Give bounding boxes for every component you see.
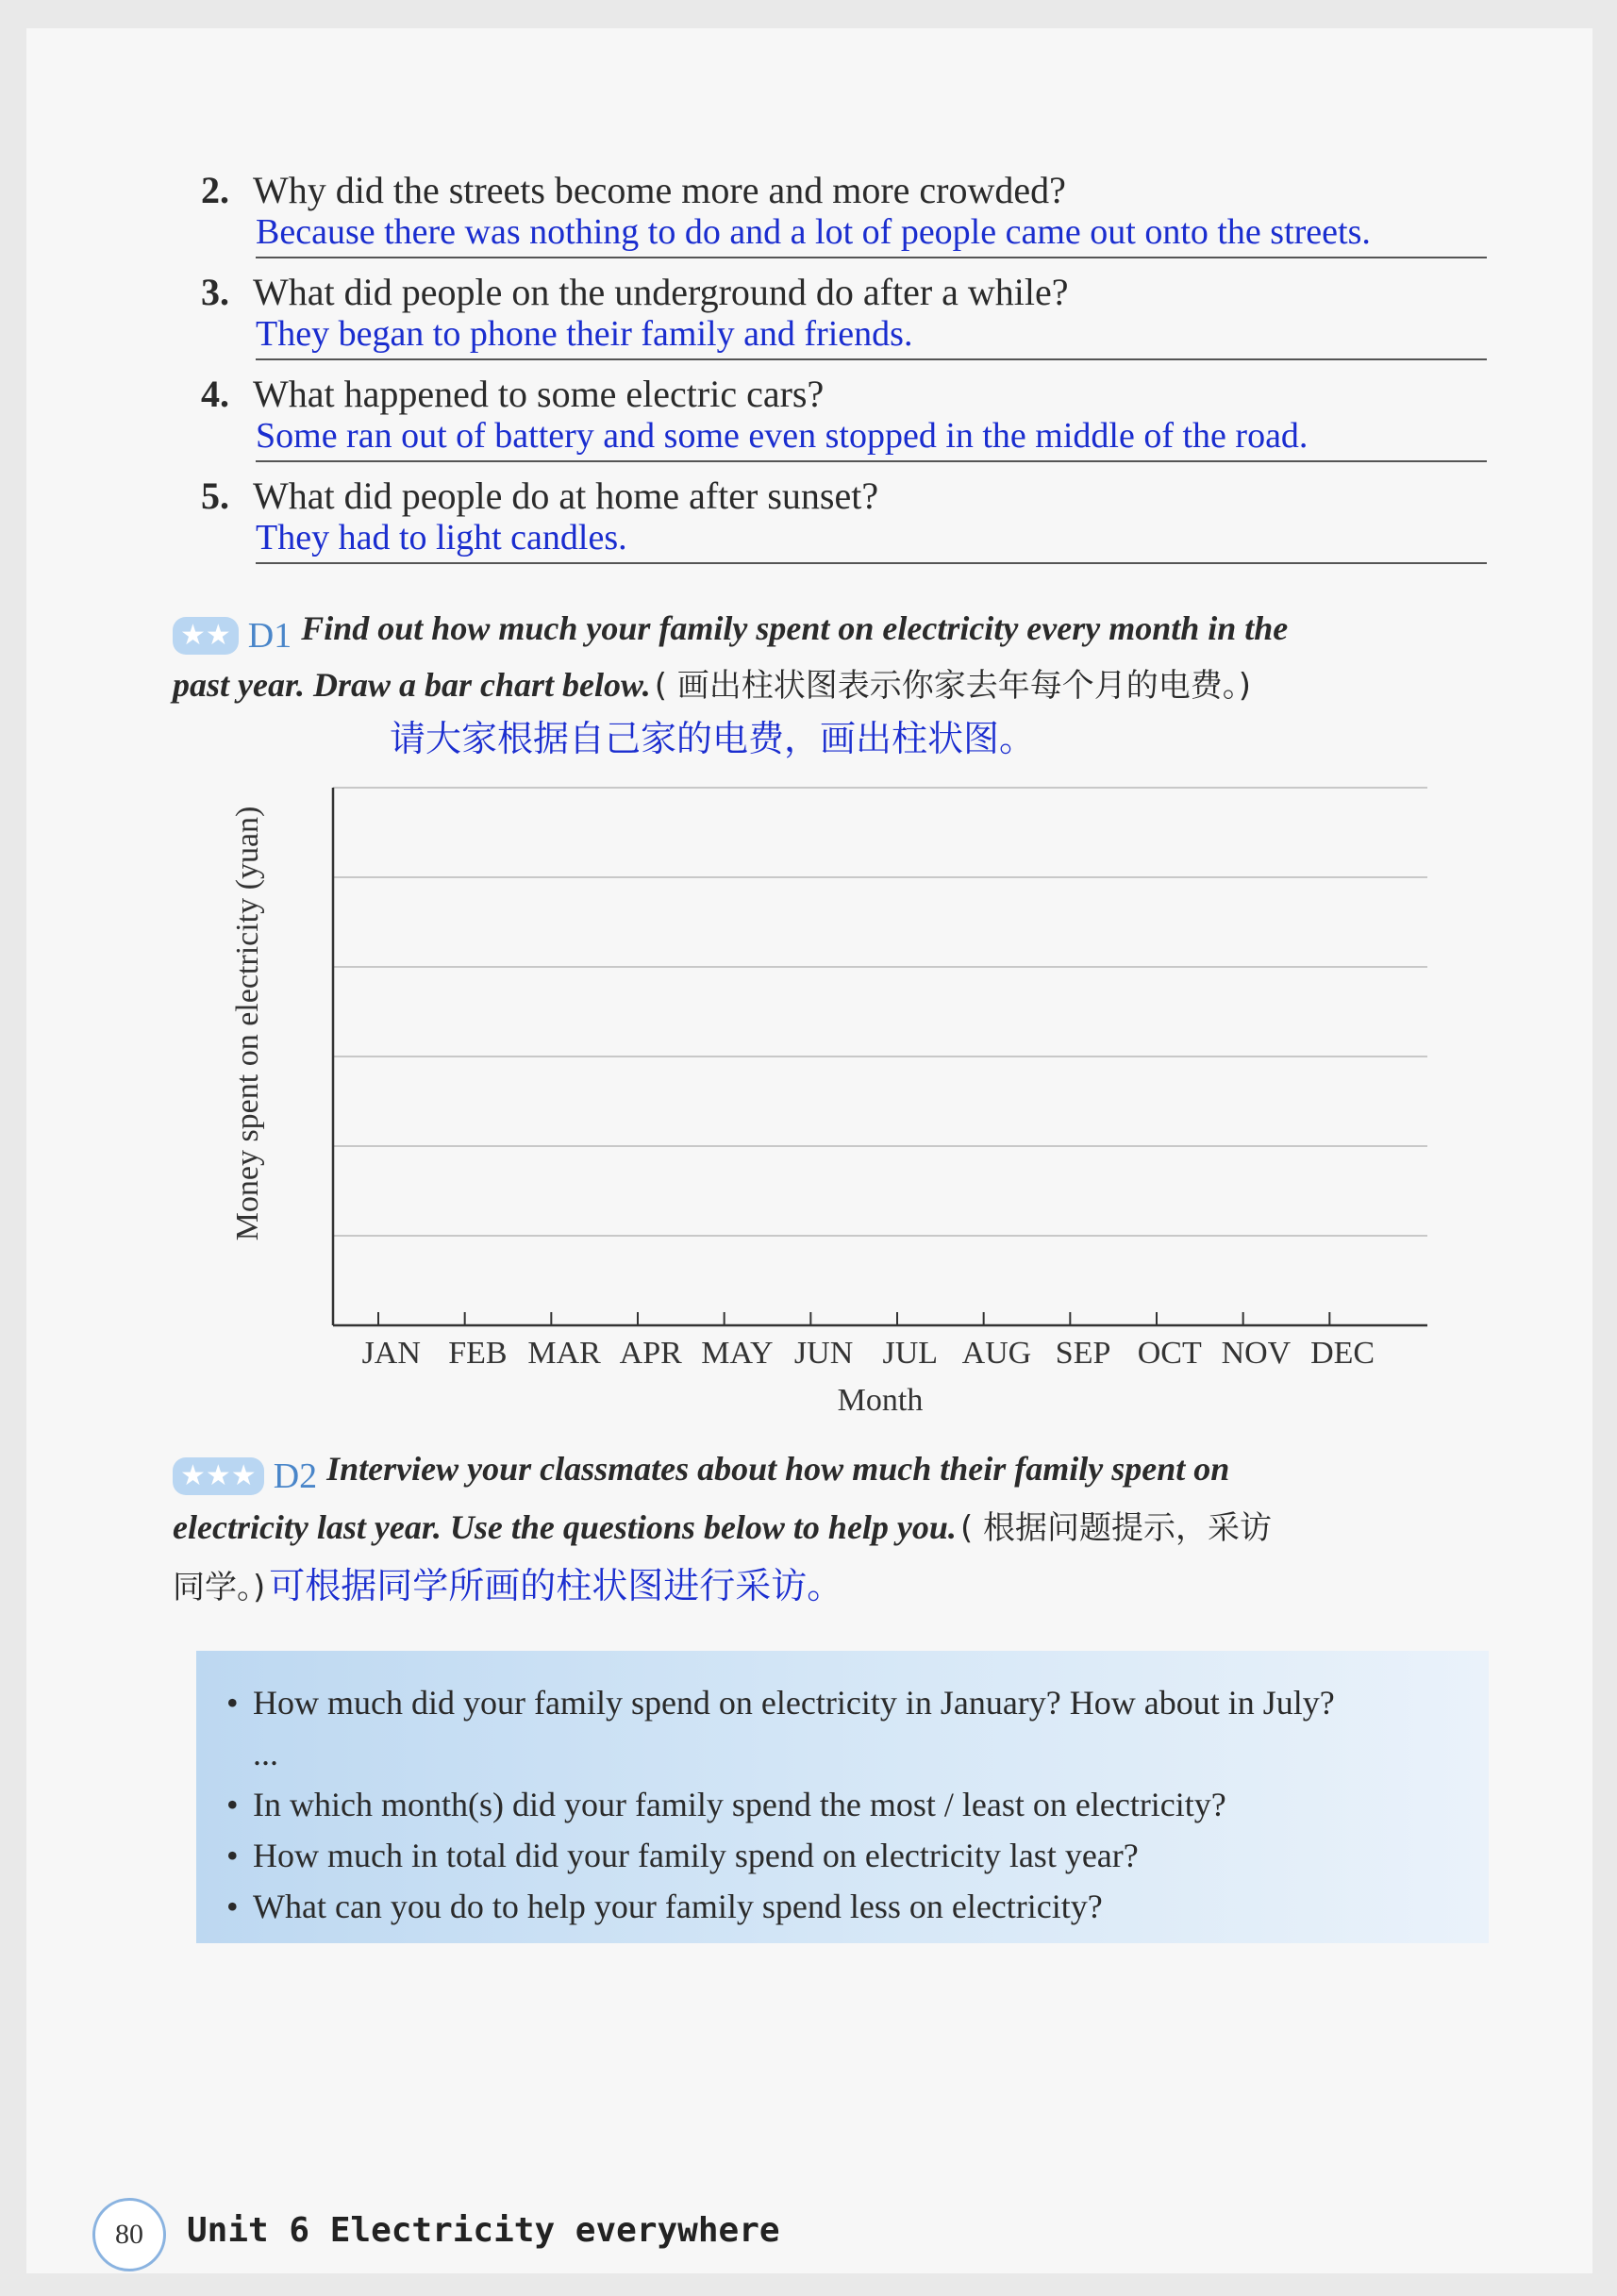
unit-title: Unit 6 Electricity everywhere [187, 2211, 780, 2250]
answer-line: Because there was nothing to do and a lot of people came out onto the streets. [256, 211, 1487, 258]
page-number: 80 [92, 2198, 166, 2271]
question-number: 2. [201, 169, 229, 211]
tip-item: • How much in total did your family spend on electricity last year? [253, 1830, 1489, 1881]
y-axis-label: Money spent on electricity (yuan) [230, 806, 265, 1241]
question-text: What did people on the underground do after a while? [253, 271, 1069, 313]
question-number: 4. [201, 373, 229, 415]
instruction-line2: electricity last year. Use the questions below to help you. [173, 1508, 957, 1547]
d2-answer-chinese: 可根据同学所画的柱状图进行采访。 [269, 1565, 843, 1607]
question-4 [201, 374, 1493, 462]
instruction-line2: past year. Draw a bar chart below. [173, 666, 651, 705]
answer-line: They began to phone their family and friends. [256, 313, 1487, 360]
x-tick-label: OCT [1137, 1336, 1202, 1371]
tip-item: • In which month(s) did your family spend the most / least on electricity? [253, 1779, 1489, 1830]
question-text: What did people do at home after sunset? [253, 474, 879, 517]
workbook-page [26, 28, 1592, 2273]
instruction-chinese: ( 画出柱状图表示你家去年每个月的电费。) [654, 667, 1252, 706]
tip-item-continuation: ... [253, 1735, 278, 1772]
tip-item: • What can you do to help your family spend less on electricity? [253, 1881, 1489, 1932]
x-tick-label: AUG [961, 1336, 1032, 1371]
tip-item: • How much did your family spend on electricity in January? How about in July? [253, 1677, 1489, 1728]
instruction-line1: Find out how much your family spent on electricity every month in the [301, 609, 1289, 647]
d1-instructions [173, 604, 1493, 717]
instruction-chinese-a: ( 根据问题提示，采访 [959, 1509, 1273, 1548]
x-axis-label: Month [837, 1383, 924, 1418]
bar-chart-svg [215, 778, 1460, 1429]
question-5 [201, 475, 1493, 564]
question-text: Why did the streets become more and more crowded? [253, 169, 1066, 211]
x-tick-label: NOV [1221, 1336, 1292, 1371]
activity-id: D1 [247, 616, 292, 657]
x-tick-label: JAN [361, 1336, 421, 1371]
question-tips-box [196, 1651, 1489, 1943]
question-3 [201, 272, 1493, 360]
x-tick-label: SEP [1055, 1336, 1111, 1371]
x-tick-label: APR [619, 1336, 682, 1371]
question-number: 3. [201, 271, 229, 313]
activity-id: D2 [273, 1456, 318, 1497]
instruction-line1: Interview your classmates about how much their family spent on [326, 1450, 1230, 1488]
instruction-chinese-b: 同学。) [173, 1569, 266, 1607]
d1-answer-chinese: 请大家根据自己家的电费，画出柱状图。 [390, 718, 1036, 759]
question-2 [201, 170, 1493, 258]
x-tick-label: JUN [793, 1336, 854, 1371]
x-tick-label: DEC [1310, 1336, 1375, 1371]
d2-instructions [173, 1443, 1493, 1620]
answer-line: They had to light candles. [256, 517, 1487, 564]
x-tick-label: MAR [527, 1336, 601, 1371]
x-tick-label: FEB [448, 1336, 508, 1371]
three-star-icon: ★★★ [173, 1457, 264, 1495]
answer-line: Some ran out of battery and some even stopped in the middle of the road. [256, 415, 1487, 462]
bar-chart [215, 778, 1460, 1429]
question-text: What happened to some electric cars? [253, 373, 825, 415]
x-tick-label: MAY [701, 1336, 774, 1371]
x-tick-label: JUL [882, 1336, 939, 1371]
question-number: 5. [201, 474, 229, 517]
two-star-icon: ★★ [173, 617, 239, 655]
